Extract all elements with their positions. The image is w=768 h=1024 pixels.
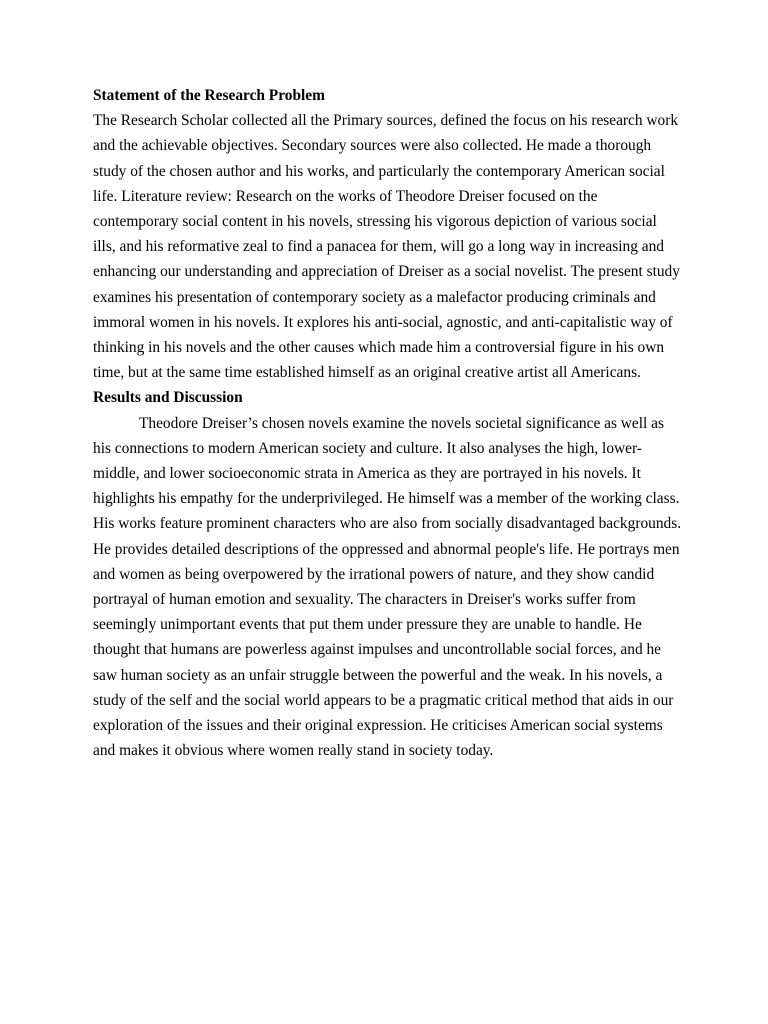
section-heading-research-problem: Statement of the Research Problem [93, 87, 325, 104]
document-page [93, 83, 683, 763]
results-discussion-paragraph: Theodore Dreiser’s chosen novels examine the novels societal significance as well as his connections to modern American society and culture. It also analyses the high, lower-middle, and lower socioeconomic strata in America as they are portrayed in his novels. It highlights his empathy for the underprivileged. He himself was a member of the working class. His works feature prominent characters who are also from socially disadvantaged backgrounds. He provides detailed descriptions of the oppressed and abnormal people's life. He portrays men and women as being overpowered by the irrational powers of nature, and they show candid portrayal of human emotion and sexuality. The characters in Dreiser's works suffer from seemingly unimportant events that put them under pressure they are unable to handle. He thought that humans are powerless against impulses and uncontrollable social forces, and he saw human society as an unfair struggle between the powerful and the weak. In his novels, a study of the self and the social world appears to be a pragmatic critical method that aids in our exploration of the issues and their original expression. He criticises American social systems and makes it obvious where women really stand in society today. [93, 414, 682, 760]
section-heading-results-discussion: Results and Discussion [93, 389, 243, 407]
research-problem-paragraph: The Research Scholar collected all the Primary sources, defined the focus on his research work and the achievable objectives. Secondary sources were also collected. He made a thorough study of the chosen author and his works, and particularly the contemporary American social life. Literature review: Research on the works of Theodore Dreiser focused on the contemporary social content in his novels, stressing his vigorous depiction of various social ills, and his reformative zeal to find a panacea for them, will go a long way in increasing and enhancing our understanding and appreciation of Dreiser as a social novelist. The present study examines his presentation of contemporary society as a malefactor producing criminals and immoral women in his novels. It explores his anti-social, agnostic, and anti-capitalistic way of thinking in his novels and the other causes which made him a controversial figure in his own time, but at the same time established himself as an original creative artist all Americans. [93, 112, 680, 382]
